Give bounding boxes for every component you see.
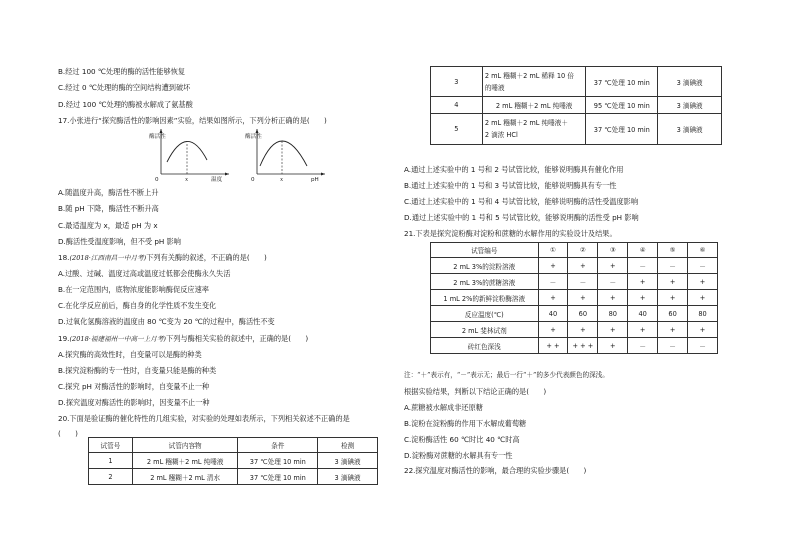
table-cell: － (598, 274, 628, 290)
cell-line: 2 mL 糨糊＋2 mL 纯唾液＋ (484, 119, 568, 127)
q19-number: 19. (58, 334, 70, 343)
cell-line: 2 滴浓 HCl (484, 131, 518, 139)
table-row (431, 114, 722, 145)
y-axis-arrow (256, 129, 259, 133)
table-row (89, 469, 378, 485)
table-row (431, 97, 722, 114)
table-cell (482, 67, 586, 97)
q20-option-a: A.通过上述实验中的 1 号和 2 号试管比较，能够说明酶具有催化作用 (404, 165, 624, 174)
table-cell: － (568, 274, 598, 290)
q19-option-b: B.探究淀粉酶的专一性时，自变量只能是酶的种类 (58, 366, 217, 375)
header-cell: ⑤ (658, 243, 688, 258)
origin-label: 0 (251, 177, 255, 182)
table-cell: 3 (431, 67, 483, 97)
table-cell: + (568, 322, 598, 338)
header-cell: ① (538, 243, 568, 258)
table-row (431, 290, 718, 306)
table-cell: 3 滴碘液 (658, 67, 722, 97)
table-cell: + (538, 290, 568, 306)
table-cell: + (568, 258, 598, 274)
q21-table (430, 242, 718, 354)
table-cell: + (598, 290, 628, 306)
table-cell: － (688, 338, 718, 354)
y-axis-label-1: 酶活性 (149, 134, 166, 140)
table-cell: + (628, 290, 658, 306)
table-cell: 60 (658, 306, 688, 322)
q20-stem-line2: ( ) (58, 429, 78, 438)
q18-option-d: D.过氧化氢酶溶液的温度由 80 ℃变为 20 ℃的过程中，酶活性不变 (58, 317, 275, 326)
q18-stem (58, 253, 267, 263)
table-cell: + (658, 322, 688, 338)
cell-line: 2 mL 糨糊＋2 mL 纯唾液 (495, 102, 573, 110)
table-cell: 37 ℃处理 10 min (238, 469, 318, 485)
table-header-row (89, 438, 378, 453)
table-cell: － (628, 258, 658, 274)
table-cell: + (538, 322, 568, 338)
table-cell: + + (538, 338, 568, 354)
q21-stem2: 根据实验结果，判断以下结论正确的是( ) (404, 387, 547, 396)
table-cell: 95 ℃处理 10 min (586, 97, 658, 114)
q18-option-c: C.在化学反应前后，酶自身的化学性质不发生变化 (58, 301, 217, 310)
table-cell (482, 114, 586, 145)
table-cell: 砖红色深浅 (431, 338, 539, 354)
header-cell: 检测 (318, 438, 378, 453)
q16-option-c: C.经过 0 ℃处理的酶的空间结构遭到破坏 (58, 83, 191, 92)
q20-table-part1 (88, 437, 378, 485)
q21-option-a: A.蔗糖被水解成非还原糖 (404, 403, 483, 412)
table-cell: － (538, 274, 568, 290)
table-cell: 1 mL 2%的新鲜淀粉酶溶液 (431, 290, 539, 306)
cell-line: 2 mL 糨糊＋2 mL 稀释 10 倍 (484, 71, 574, 80)
q20-option-d: D.通过上述实验中的 1 号和 5 号试管比较，能够说明酶的活性受 pH 影响 (404, 213, 639, 222)
q19-option-a: A.探究酶的高效性时，自变量可以是酶的种类 (58, 350, 202, 359)
q18-number: 18. (58, 253, 70, 262)
table-cell: + (538, 258, 568, 274)
table-cell: + (688, 290, 718, 306)
header-cell: ③ (598, 243, 628, 258)
table-cell: + (598, 258, 628, 274)
table-cell: 反应温度(℃) (431, 306, 539, 322)
table-cell: 4 (431, 97, 483, 114)
table-cell: 2 mL 斐林试剂 (431, 322, 539, 338)
table-cell: + (628, 322, 658, 338)
table-cell: + (688, 274, 718, 290)
table-row (431, 274, 718, 290)
q16-option-b: B.经过 100 ℃处理的酶的活性能够恢复 (58, 67, 186, 76)
table-cell: － (688, 258, 718, 274)
q21-option-d: D.淀粉酶对蔗糖的水解具有专一性 (404, 451, 513, 460)
table-cell: 2 mL 糨糊＋2 mL 纯唾液 (132, 453, 238, 469)
table-cell: 60 (568, 306, 598, 322)
table-cell: + (688, 322, 718, 338)
header-cell: 试管编号 (431, 243, 539, 258)
table-cell: 2 mL 3%的淀粉溶液 (431, 258, 539, 274)
q16-option-d: D.经过 100 ℃处理的酶被水解成了氨基酸 (58, 100, 193, 109)
origin-label: 0 (155, 177, 159, 182)
table-row (89, 453, 378, 469)
table-row (431, 306, 718, 322)
q22-stem: 22.探究温度对酶活性的影响，最合理的实验步骤是( ) (404, 466, 587, 475)
q19-source: (2018·福建福州一中高一上月考) (69, 335, 166, 343)
header-cell: 试管内容物 (132, 438, 238, 453)
table-cell: + + + (568, 338, 598, 354)
q17-option-c: C.最适温度为 x，最适 pH 为 x (58, 221, 158, 230)
table-header-row (431, 243, 718, 258)
table-row (431, 258, 718, 274)
q17-option-a: A.随温度升高，酶活性不断上升 (58, 188, 159, 197)
table-cell: + (568, 290, 598, 306)
table-cell: － (658, 338, 688, 354)
table-cell: 80 (598, 306, 628, 322)
table-cell: 3 滴碘液 (318, 469, 378, 485)
table-cell: + (598, 338, 628, 354)
x-axis-arrow (225, 173, 229, 176)
table-cell: + (628, 274, 658, 290)
table-cell: 40 (628, 306, 658, 322)
table-cell: － (628, 338, 658, 354)
table-row (431, 67, 722, 97)
table-cell: + (598, 322, 628, 338)
activity-curve (260, 141, 307, 166)
table-cell: 40 (538, 306, 568, 322)
x-axis-label: 温度 (211, 177, 223, 182)
q19-stem (58, 334, 308, 344)
x-axis-label: pH (311, 177, 319, 182)
q17-temperature-graph (145, 126, 231, 182)
q17-option-d: D.酶活性受温度影响，但不受 pH 影响 (58, 237, 181, 246)
table-cell: 37 ℃处理 10 min (586, 67, 658, 97)
table-cell: 5 (431, 114, 483, 145)
q20-stem-line1: 20.下面是验证酶的催化特性的几组实验，对实验的处理如表所示，下列相关叙述不正确的是 (58, 414, 350, 423)
table-cell: 80 (688, 306, 718, 322)
q21-option-c: C.淀粉酶活性 60 ℃时比 40 ℃时高 (404, 435, 520, 444)
q21-note: 注：“＋”表示有，“－”表示无；最后一行“＋”的多少代表颜色的深浅。 (404, 371, 609, 379)
table-cell: 2 mL 3%的蔗糖溶液 (431, 274, 539, 290)
q21-stem: 21.下表是探究淀粉酶对淀粉和蔗糖的水解作用的实验设计及结果。 (404, 229, 617, 238)
x-axis-arrow (321, 173, 325, 176)
header-cell: ⑥ (688, 243, 718, 258)
peak-label: x (280, 177, 284, 182)
q21-option-b: B.淀粉在淀粉酶的作用下水解成葡萄糖 (404, 419, 527, 428)
table-cell: 3 滴碘液 (318, 453, 378, 469)
q19-stem-text: 下列与酶相关实验的叙述中，正确的是( ) (166, 334, 309, 343)
table-row (431, 338, 718, 354)
table-cell: 3 滴碘液 (658, 114, 722, 145)
q18-option-a: A.过酸、过碱、温度过高或温度过低都会使酶永久失活 (58, 269, 231, 278)
table-cell: 1 (89, 453, 133, 469)
table-cell: 37 ℃处理 10 min (586, 114, 658, 145)
peak-label: x (185, 177, 189, 182)
q17-stem: 17.小张进行“探究酶活性的影响因素”实验，结果如图所示，下列分析正确的是( ) (58, 116, 327, 125)
q17-ph-graph (241, 126, 327, 182)
header-cell: ② (568, 243, 598, 258)
q20-option-b: B.通过上述实验中的 1 号和 3 号试管比较，能够说明酶具有专一性 (404, 181, 617, 190)
table-cell: + (658, 290, 688, 306)
q20-table-part2 (430, 66, 722, 145)
y-axis-label-2: 酶活性 (245, 134, 262, 140)
q17-option-b: B.随 pH 下降，酶活性不断升高 (58, 204, 159, 213)
q19-option-c: C.探究 pH 对酶活性的影响时，自变量不止一种 (58, 382, 210, 391)
header-cell: 条件 (238, 438, 318, 453)
table-cell: 2 mL 糨糊＋2 mL 清水 (132, 469, 238, 485)
header-cell: ④ (628, 243, 658, 258)
table-cell: 3 滴碘液 (658, 97, 722, 114)
header-cell: 试管号 (89, 438, 133, 453)
y-axis-arrow (160, 129, 163, 133)
q18-option-b: B.在一定范围内，底物浓度能影响酶促反应速率 (58, 285, 209, 294)
table-cell: 37 ℃处理 10 min (238, 453, 318, 469)
q19-option-d: D.探究温度对酶活性的影响时，因变量不止一种 (58, 398, 210, 407)
table-cell: － (658, 258, 688, 274)
table-cell: 2 (89, 469, 133, 485)
table-cell (482, 97, 586, 114)
table-row (431, 322, 718, 338)
cell-line: 的唾液 (484, 83, 505, 92)
q18-source: (2018·江西南昌一中月考) (69, 254, 147, 262)
q18-stem-text: 下列有关酶的叙述，不正确的是( ) (146, 253, 267, 262)
table-cell: + (658, 274, 688, 290)
q20-option-c: C.通过上述实验中的 1 号和 4 号试管比较，能够说明酶的活性受温度影响 (404, 197, 639, 206)
